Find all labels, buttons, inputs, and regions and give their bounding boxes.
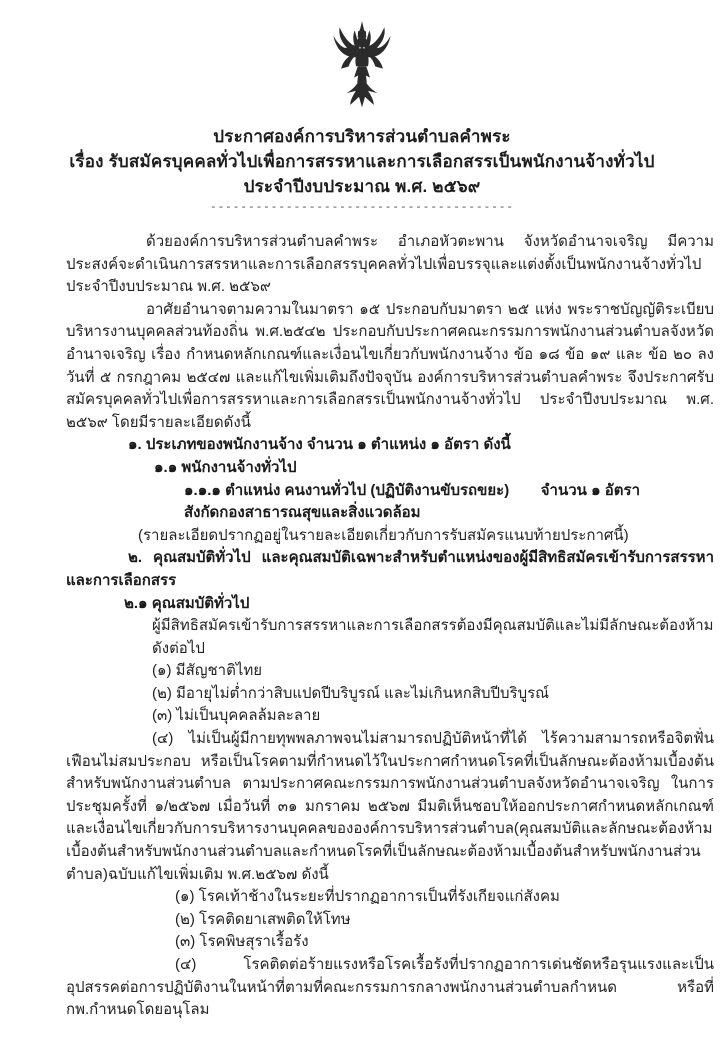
disease-item-3: (๓) โรคพิษสุราเรื้อรัง (175, 933, 309, 951)
disease-item-2: (๒) โรคติดยาเสพติดให้โทษ (175, 910, 351, 928)
authority-paragraph: อาศัยอำนาจตามความในมาตรา ๑๕ ประกอบกับมาตรา ๒๕ แห่ง พระราชบัญญัติระเบียบบริหารงานบุคคลส่วนท้องถิ่น พ.ศ.๒๕๔๒ ประกอบกับประกาศคณะกรรมการพนักงานส่วนตำบลจังหวัดอำนาจเจริญ เรื่อง กำหนดหลักเกณฑ์และเงื่อนไขเกี่ยวกับพนักงานจ้าง ข้อ ๑๘ ข้อ ๑๙ และ ข้อ ๒๐ ลงวันที่ ๕ กรกฎาคม ๒๕๔๗ และแก้ไขเพิ่มเติมถึงปัจจุบัน องค์การบริหารส่วนตำบลคำพระ จึงประกาศรับสมัครบุคคลทั่วไปเพื่อการสรรหาและการเลือกสรรเป็นพนักงานจ้างทั่วไป ประจำปีงบประมาณ พ.ศ. ๒๕๖๙ โดยมีรายละเอียดดังนี้ (66, 300, 714, 431)
section2-heading: ๒. คุณสมบัติทั่วไป และคุณสมบัติเฉพาะสำหรับตำแหน่งของผู้มีสิทธิสมัครเข้ารับการสรรหาและการเลือกสรร (66, 549, 714, 589)
qualification-item-2: (๒) มีอายุไม่ต่ำกว่าสิบแปดปีบริบูรณ์ และไม่เกินหกสิบปีบริบูรณ์ (152, 684, 550, 702)
emblem-container (0, 22, 724, 124)
qualifications-intro: ผู้มีสิทธิสมัครเข้ารับการสรรหาและการเลือกสรรต้องมีคุณสมบัติและไม่มีลักษณะต้องห้ามดังต่อไป (152, 617, 714, 657)
intro-paragraph: ด้วยองค์การบริหารส่วนตำบลคำพระ อำเภอหัวตะพาน จังหวัดอำนาจเจริญ มีความประสงค์จะดำเนินการสรรหาและการเลือกสรรบุคคลทั่วไปเพื่อบรรจุและแต่งตั้งเป็นพนักงานจ้างทั่วไป ประจำปีงบประมาณ พ.ศ. ๒๕๖๙ (66, 233, 714, 296)
section2-sub21: ๒.๑ คุณสมบัติทั่วไป (124, 594, 250, 612)
document-header (0, 22, 724, 215)
section1-heading: ๑. ประเภทของพนักงานจ้าง จำนวน ๑ ตำแหน่ง ๑ อัตรา ดังนี้ (128, 436, 511, 454)
position-name: ๑.๑.๑ ตำแหน่ง คนงานทั่วไป (ปฏิบัติงานขับรถขยะ) (184, 481, 510, 499)
qualification-item-1: (๑) มีสัญชาติไทย (152, 662, 263, 680)
announcement-subject: เรื่อง รับสมัครบุคคลทั่วไปเพื่อการสรรหาและการเลือกสรรเป็นพนักงานจ้างทั่วไป (69, 152, 655, 171)
attachment-note: (รายละเอียดปรากฏอยู่ในรายละเอียดเกี่ยวกับการรับสมัครแนบท้ายประกาศนี้) (138, 526, 629, 544)
garuda-emblem-icon (315, 21, 409, 126)
qualification-item-4: (๔) ไม่เป็นผู้มีกายทุพพลภาพจนไม่สามารถปฏิบัติหน้าที่ได้ ไร้ความสามารถหรือจิตฟั่นเฟือนไม่สมประกอบ หรือเป็นโรคตามที่กำหนดไว้ในประกาศกำหนดโรคที่เป็นลักษณะต้องห้ามเบื้องต้น สำหรับพนักงานส่วนตำบล ตามประกาศคณะกรรมการพนักงานส่วนตำบลจังหวัดอำนาจเจริญ ในการประชุมครั้งที่ ๑/๒๕๖๗ เมื่อวันที่ ๓๑ มกราคม ๒๕๖๗ มีมติเห็นชอบให้ออกประกาศกำหนดหลักเกณฑ์และเงื่อนไขเกี่ยวกับการบริหารงานบุคคลขององค์การบริหารส่วนตำบล(คุณสมบัติและลักษณะต้องห้ามเบื้องต้นสำหรับพนักงานส่วนตำบลและกำหนดโรคที่เป็นลักษณะต้องห้ามเบื้องต้นสำหรับพนักงานส่วนตำบล)ฉบับแก้ไขเพิ่มเติม พ.ศ.๒๕๖๗ ดังนี้ (66, 730, 714, 883)
document-body (0, 231, 724, 1022)
section1-sub1: ๑.๑ พนักงานจ้างทั่วไป (154, 458, 297, 476)
announcement-title: ประกาศองค์การบริหารส่วนตำบลคำพระ (213, 127, 511, 146)
position-quantity: จำนวน ๑ อัตรา (540, 481, 640, 499)
announcement-fiscal-year: ประจำปีงบประมาณ พ.ศ. ๒๕๖๙ (243, 177, 481, 196)
qualification-item-3: (๓) ไม่เป็นบุคคลล้มละลาย (152, 707, 321, 725)
document-page (0, 22, 724, 1046)
section1-position-row (184, 480, 640, 503)
disease-item-4: (๔) โรคติดต่อร้ายแรงหรือโรคเรื้อรังที่ปรากฏอาการเด่นชัดหรือรุนแรงและเป็นอุปสรรคต่อการปฏิบัติงานในหน้าที่ตามที่คณะกรรมการกลางพนักงานส่วนตำบลกำหนด หรือที่ กพ.กำหนดโดยอนุโลม (66, 956, 714, 1019)
disease-item-1: (๑) โรคเท้าช้างในระยะที่ปรากฏอาการเป็นที่รังเกียจแก่สังคม (175, 888, 560, 906)
position-department: สังกัดกองสาธารณสุขและสิ่งแวดล้อม (184, 504, 421, 522)
dashed-divider: ---------------------------------------- (209, 202, 515, 214)
